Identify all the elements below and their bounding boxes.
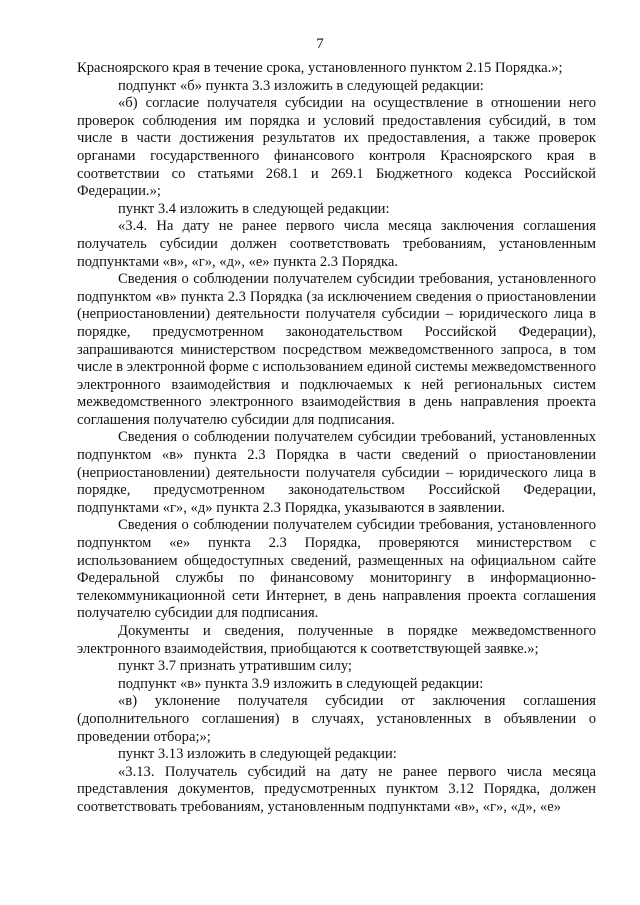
paragraph: Сведения о соблюдении получателем субсидии требования, установленного подпунктом «е» пункта 2.3 Порядка, проверяются министерством с использованием общедоступных сведений, размещенных на официальном сайте Федеральной службы по финансовому мониторингу в информационно-телекоммуникационной сети Интернет, в день направления проекта соглашения получателю субсидии для подписания. [77,517,596,622]
paragraph: «б) согласие получателя субсидии на осуществление в отношении него проверок соблюдения им порядка и условий предоставления субсидий, в том числе в части достижения результатов их предоставления, а также проверок органами государственного финансового контроля Красноярского края в соответствии со статьями 268.1 и 269.1 Бюджетного кодекса Российской Федерации.»; [77,95,596,200]
paragraph: Сведения о соблюдении получателем субсидии требования, установленного подпунктом «в» пункта 2.3 Порядка (за исключением сведения о приостановлении (неприостановлении) деятельности получателя субсидии – юридического лица в порядке, предусмотренном законодательством Российской Федерации), запрашиваются министерством посредством межведомственного запроса, в том числе в электронной форме с использованием единой системы межведомственного электронного взаимодействия и подключаемых к ней региональных систем межведомственного электронного взаимодействия в день направления проекта соглашения получателю субсидии для подписания. [77,271,596,428]
paragraph: пункт 3.13 изложить в следующей редакции: [118,746,397,763]
paragraph: подпункт «в» пункта 3.9 изложить в следующей редакции: [118,675,484,692]
paragraph: пункт 3.7 признать утратившим силу; [118,658,352,675]
document-body [77,60,596,817]
paragraph: Документы и сведения, полученные в порядке межведомственного электронного взаимодействия, приобщаются к соответствующей заявке.»; [77,623,596,657]
page-number: 7 [316,36,324,52]
paragraph: подпункт «б» пункта 3.3 изложить в следующей редакции: [118,77,484,94]
paragraph: «3.13. Получатель субсидий на дату не ранее первого числа месяца представления документов, предусмотренных пунктом 3.12 Порядка, должен соответствовать требованиям, установленным подпунктами «в», «г», «д», «е» [77,763,596,815]
paragraph: «в) уклонение получателя субсидии от заключения соглашения (дополнительного соглашения) в случаях, установленных в объявлении о проведении отбора;»; [77,693,596,745]
paragraph: пункт 3.4 изложить в следующей редакции: [118,200,390,217]
paragraph: «3.4. На дату не ранее первого числа месяца заключения соглашения получатель субсидии должен соответствовать требованиям, установленным подпунктами «в», «г», «д», «е» пункта 2.3 Порядка. [77,218,596,270]
paragraph: Красноярского края в течение срока, установленного пунктом 2.15 Порядка.»; [77,60,563,76]
paragraph: Сведения о соблюдении получателем субсидии требований, установленных подпунктом «в» пункта 2.3 Порядка в части сведений о приостановлении (неприостановлении) деятельности получателя субсидии – юридического лица в порядке, предусмотренном законодательством Российской Федерации, подпунктами «г», «д» пункта 2.3 Порядка, указываются в заявлении. [77,429,596,516]
